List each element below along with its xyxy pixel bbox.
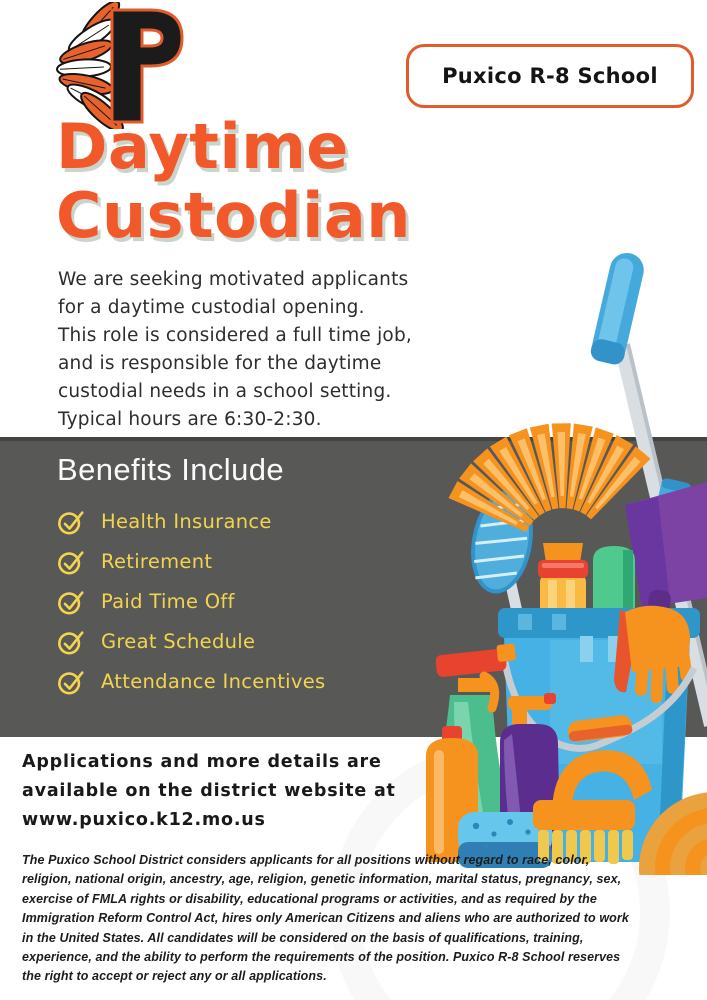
school-badge: [406, 44, 694, 108]
apply-line-2: available on the district website at: [22, 781, 396, 801]
website-url: www.puxico.k12.mo.us: [22, 810, 266, 830]
legal-line: in the United States. All candidates will be considered on the basis of qualifications, training,: [22, 930, 584, 945]
intro-line: This role is considered a full time job,: [58, 325, 412, 346]
benefit-item: [57, 508, 326, 535]
legal-line: exercise of FMLA rights or disability, educational programs or activities, and as required by the: [22, 891, 597, 906]
legal-line: Immigration Reform Control Act, hires only American Citizens and aliens who are authorized to work: [22, 911, 629, 926]
apply-info: [22, 748, 396, 835]
benefit-item: [57, 548, 326, 575]
benefit-label: Paid Time Off: [101, 590, 235, 613]
benefit-label: Great Schedule: [101, 630, 256, 653]
benefit-item: [57, 588, 326, 615]
legal-line: The Puxico School District considers applicants for all positions without regard to race, color,: [22, 853, 590, 867]
letter-p: [112, 10, 182, 122]
legal-line: religion, national origin, ancestry, age, religion, genetic information, marital status, pregnancy, sex,: [22, 872, 622, 887]
title-line-2: Custodian: [56, 179, 411, 252]
page-title: [56, 112, 411, 250]
school-badge-label: Puxico R-8 School: [442, 64, 658, 88]
cleaning-supplies-illustration: [420, 250, 707, 875]
check-icon: [57, 508, 85, 536]
check-icon: [57, 548, 85, 576]
check-icon: [57, 588, 85, 616]
check-icon: [57, 668, 85, 696]
benefit-label: Health Insurance: [101, 510, 272, 533]
intro-line: and is responsible for the daytime: [58, 353, 382, 374]
legal-line: the right to accept or reject any or all applications.: [22, 969, 327, 984]
intro-paragraph: [58, 266, 412, 434]
intro-line: Typical hours are 6:30-2:30.: [58, 409, 322, 430]
benefits-heading: Benefits Include: [57, 452, 284, 487]
check-icon: [57, 628, 85, 656]
legal-line: experience, and the ability to perform the requirements of the position. Puxico R-8 School reserves: [22, 950, 621, 965]
title-line-1: Daytime: [56, 110, 349, 183]
benefits-list: [57, 508, 326, 708]
apply-line-1: Applications and more details are: [22, 752, 382, 772]
intro-line: custodial needs in a school setting.: [58, 381, 392, 402]
intro-line: We are seeking motivated applicants: [58, 269, 409, 290]
benefit-item: [57, 628, 326, 655]
intro-line: for a daytime custodial opening.: [58, 297, 365, 318]
benefit-label: Retirement: [101, 550, 213, 573]
benefit-label: Attendance Incentives: [101, 670, 326, 693]
legal-disclaimer: [22, 851, 629, 987]
benefit-item: [57, 668, 326, 695]
